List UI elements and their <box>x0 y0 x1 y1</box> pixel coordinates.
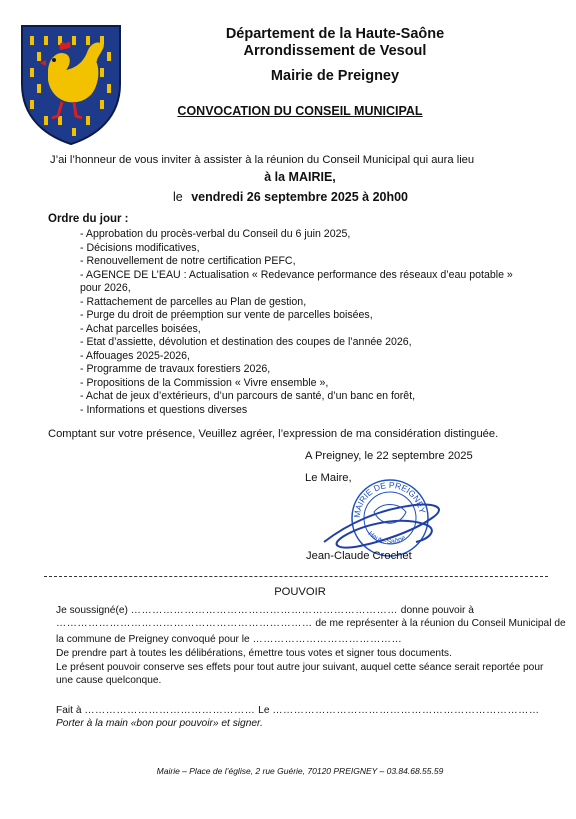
arrondissement-line: Arrondissement de Vesoul <box>243 43 427 59</box>
agenda-item: - Programme de travaux forestiers 2026, <box>80 363 271 375</box>
intro-text: J’ai l’honneur de vous inviter à assister à la réunion du Conseil Municipal qui aura lieu <box>50 154 475 166</box>
agenda-item: - Renouvellement de notre certification PEFC, <box>80 255 296 267</box>
date-blank[interactable]: ………………………………………………………………… <box>272 705 540 716</box>
document-title: CONVOCATION DU CONSEIL MUNICIPAL <box>177 104 423 118</box>
agenda-item: - Informations et questions diverses <box>80 403 248 416</box>
agenda-item: - Propositions de la Commission « Vivre ensemble », <box>80 376 329 389</box>
footer-address: Mairie – Place de l’église, 2 rue Guérie, 70120 PREIGNEY – 03.84.68.55.59 <box>156 766 444 776</box>
agenda-item: - Décisions modificatives, <box>80 241 200 254</box>
svg-text:MAIRIE DE PREIGNEY <box>352 480 428 518</box>
date-prefix: le <box>173 190 183 204</box>
pouvoir-line1-label: Je soussigné(e) <box>56 605 128 616</box>
fait-a-label: Fait à <box>56 705 82 716</box>
pouvoir-line3: la commune de Preigney convoqué pour le <box>56 634 250 645</box>
department-line: Département de la Haute-Saône <box>225 26 445 42</box>
pouvoir-line4: De prendre part à toutes les délibérations, émettre tous votes et signer tous documents. <box>56 648 452 659</box>
agenda-item: - Rattachement de parcelles au Plan de gestion, <box>80 295 307 308</box>
signer-title: Le Maire, <box>305 472 352 484</box>
location-text: à la MAIRIE, <box>264 170 336 184</box>
pouvoir-line1-end: donne pouvoir à <box>400 605 474 616</box>
pouvoir-note: Porter à la main «bon pour pouvoir» et signer. <box>56 718 263 729</box>
agenda-list <box>80 228 540 417</box>
stamp-text-top: MAIRIE DE PREIGNEY <box>351 479 428 519</box>
pouvoir-title: POUVOIR <box>274 586 326 598</box>
coat-of-arms-icon <box>18 22 124 146</box>
agenda-title: Ordre du jour : <box>48 213 129 225</box>
agenda-item: - Approbation du procès-verbal du Conseil du 6 juin 2025, <box>80 228 351 240</box>
signer-name: Jean-Claude Crochet <box>306 550 412 562</box>
agenda-item: - Achat de jeux d’extérieurs, d’un parcours de santé, d’un banc en forêt, <box>80 390 416 402</box>
agenda-item: - AGENCE DE L’EAU : Actualisation « Redevance performance des réseaux d’eau potable » pour 2026, <box>80 268 513 294</box>
place-date: A Preigney, le 22 septembre 2025 <box>305 450 473 462</box>
mairie-line: Mairie de Preigney <box>270 68 400 84</box>
agenda-item: - Achat parcelles boisées, <box>80 322 201 335</box>
proxy-name-blank[interactable]: ……………………………………………………………… <box>56 618 313 629</box>
name-blank[interactable]: ………………………………………………………………… <box>130 605 398 616</box>
cut-line <box>44 576 548 577</box>
le-label: Le <box>258 705 270 716</box>
stamp-text-bottom: Haute-Saône <box>366 530 408 546</box>
closing-text: Comptant sur votre présence, Veuillez agréer, l’expression de ma considération distinguée. <box>48 428 499 440</box>
meeting-date: vendredi 26 septembre 2025 à 20h00 <box>191 190 409 204</box>
agenda-item: - Etat d’assiette, dévolution et destination des coupes de l’année 2026, <box>80 336 412 348</box>
meeting-date-blank[interactable]: …………………………………… <box>252 634 403 645</box>
place-blank[interactable]: ………………………………………… <box>84 705 256 716</box>
pouvoir-line5: Le présent pouvoir conserve ses effets pour tout autre jour suivant, auquel cette séance serait reportée pour une cause quelconque. <box>56 662 544 686</box>
agenda-item: - Purge du droit de préemption sur vente de parcelles boisées, <box>80 309 373 321</box>
agenda-item: - Affouages 2025-2026, <box>80 349 190 362</box>
pouvoir-line2: de me représenter à la réunion du Conseil Municipal de <box>315 618 566 629</box>
